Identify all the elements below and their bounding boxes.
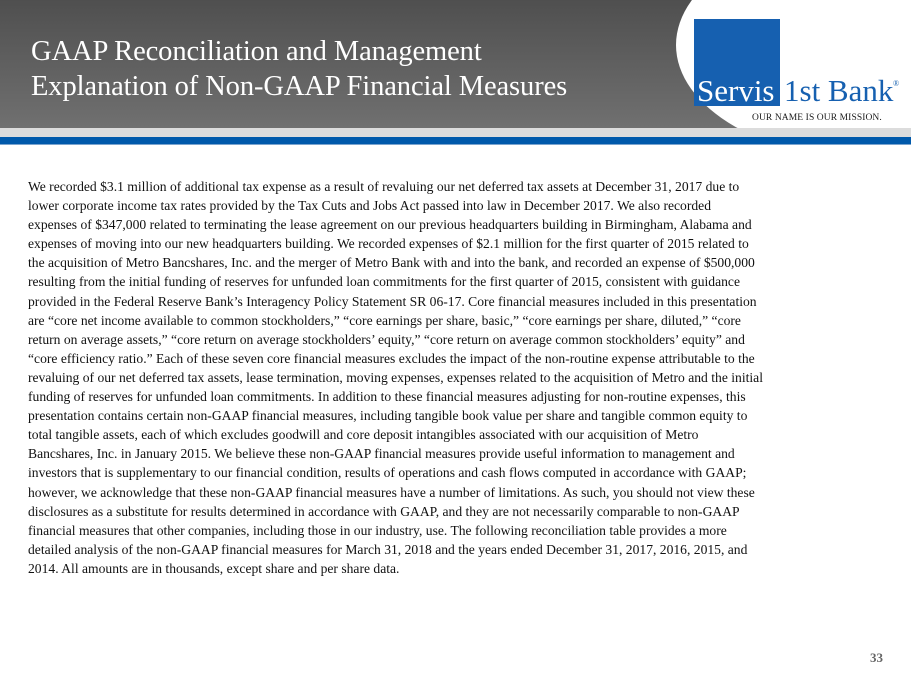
slide-title [31, 34, 567, 104]
slide-title-line-1: GAAP Reconciliation and Management [31, 36, 482, 67]
paragraph-line: resulting from the initial funding of reserves for unfunded loan commitments for the first quarter of 2015, consistent with guidance [28, 274, 740, 290]
paragraph-line: expenses of $347,000 related to terminating the lease agreement on our previous headquarters building in Birmingham, Alabama and [28, 217, 752, 233]
slide-title-line-2: Explanation of Non-GAAP Financial Measures [31, 71, 568, 102]
logo-name-boxed: Servis [697, 73, 775, 108]
paragraph-line: revaluing of our net deferred tax assets, lease termination, moving expenses, expenses related to the acquisition of Metro and the initial [28, 369, 763, 385]
paragraph-line: financial measures that other companies, including those in our industry, use. The following reconciliation table provides a more [28, 522, 727, 538]
explanation-paragraph [28, 177, 888, 578]
paragraph-line: detailed analysis of the non-GAAP financial measures for March 31, 2018 and the years ended December 31, 2017, 2016, 2015, and [28, 541, 748, 557]
paragraph-line: Bancshares, Inc. in January 2015. We believe these non-GAAP financial measures provide useful information to management and [28, 446, 735, 462]
paragraph-line: however, we acknowledge that these non-GAAP financial measures have a number of limitations. As such, you should not view these [28, 484, 755, 500]
logo-name-rest: 1st Bank [784, 73, 894, 108]
paragraph-line: presentation contains certain non-GAAP financial measures, including tangible book value per share and tangible common equity to [28, 408, 748, 424]
slide-header [0, 0, 911, 128]
paragraph-line: disclosures as a substitute for results determined in accordance with GAAP, and they are not necessarily comparable to non-GAAP [28, 503, 740, 519]
paragraph-line: investors that is supplementary to our financial condition, results of operations and cash flows computed in accordance with GAAP; [28, 465, 747, 481]
paragraph-line: funding of reserves for unfunded loan commitments. In addition to these financial measures adjusting for non-routine expenses, this [28, 389, 746, 405]
paragraph-line: total tangible assets, each of which excludes goodwill and core deposit intangibles associated with our acquisition of Metro [28, 427, 699, 443]
header-divider-gray [0, 128, 911, 137]
logo-registered-mark: ® [893, 79, 900, 88]
paragraph-line: expenses of moving into our new headquarters building. We recorded expenses of $2.1 million for the first quarter of 2015 related to [28, 236, 749, 252]
header-divider-blue [0, 137, 911, 145]
paragraph-line: are “core net income available to common stockholders,” “core earnings per share, basic,” “core earnings per share, diluted,” “core [28, 312, 741, 328]
logo-tagline: OUR NAME IS OUR MISSION. [752, 113, 882, 123]
paragraph-line: We recorded $3.1 million of additional tax expense as a result of revaluing our net deferred tax assets at December 31, 2017 due to [28, 179, 740, 194]
paragraph-line: provided in the Federal Reserve Bank’s Interagency Policy Statement SR 06-17. Core financial measures included in this presentation [28, 293, 757, 309]
paragraph-line: lower corporate income tax rates provided by the Tax Cuts and Jobs Act passed into law in December 2017. We also recorded [28, 198, 711, 214]
paragraph-line: 2014. All amounts are in thousands, except share and per share data. [28, 560, 400, 576]
page-number: 33 [870, 650, 883, 665]
paragraph-line: the acquisition of Metro Bancshares, Inc. and the merger of Metro Bank with and into the bank, and recorded an expense of $500,000 [28, 255, 755, 271]
paragraph-line: return on average assets,” “core return on average stockholders’ equity,” “core return on average common stockholders’ equity” and [28, 331, 745, 347]
paragraph-line: “core efficiency ratio.” Each of these seven core financial measures excludes the impact of the non-routine expense attributable to the [28, 350, 755, 366]
